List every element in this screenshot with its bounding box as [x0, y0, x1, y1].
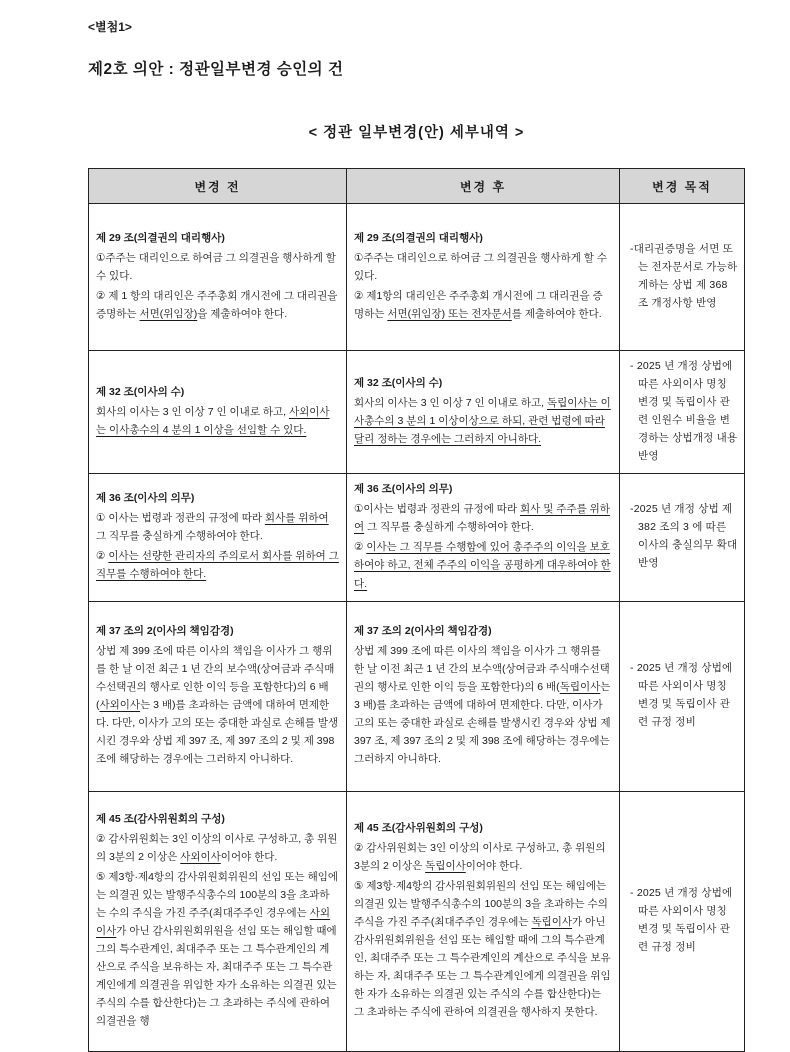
amendment-table-body	[89, 204, 745, 1052]
article-title: 제 29 조(의결권의 대리행사)	[354, 231, 483, 244]
article-paragraph: ② 제1항의 대리인은 주주총회 개시전에 그 대리권을 증명하는 서면(위임장) 또는 전자문서를 제출하여야 한다.	[354, 290, 603, 321]
purpose-cell	[620, 474, 745, 601]
before-cell	[89, 204, 347, 351]
purpose-cell	[620, 351, 745, 474]
article-paragraph: 회사의 이사는 3 인 이상 7 인 이내로 하고, 사외이사는 이사총수의 4 분의 1 이상을 선임할 수 있다.	[96, 406, 330, 437]
header-before: 변경 전	[89, 169, 347, 204]
purpose-cell	[620, 204, 745, 351]
article-paragraph: ② 감사위원회는 3인 이상의 이사로 구성하고, 총 위원의 3분의 2 이상은 사외이사이어야 한다.	[96, 832, 338, 863]
after-cell	[347, 474, 620, 601]
attachment-label: <별첨1>	[88, 20, 132, 34]
article-title: 제 37 조의 2(이사의 책임감경)	[354, 624, 492, 637]
after-cell	[347, 791, 620, 1051]
after-cell	[347, 601, 620, 791]
article-title: 제 37 조의 2(이사의 책임감경)	[96, 624, 234, 637]
table-title: < 정관 일부변경(안) 세부내역 >	[308, 125, 525, 141]
after-cell	[347, 204, 620, 351]
agenda-title: 제2호 의안 : 정관일부변경 승인의 건	[88, 61, 344, 78]
article-paragraph: ② 감사위원회는 3인 이상의 이사로 구성하고, 총 위원의 3분의 2 이상은 독립이사이어야 한다.	[354, 841, 606, 872]
purpose-text: - 2025 년 개정 상법에 따른 사외이사 명칭 변경 및 독립이사 관련 규정 정비	[630, 886, 733, 954]
before-cell	[89, 351, 347, 474]
purpose-text: - 2025 년 개정 상법에 따른 사외이사 명칭 변경 및 독립이사 관련 규정 정비	[630, 661, 733, 729]
article-title: 제 32 조(이사의 수)	[96, 386, 185, 399]
before-cell	[89, 791, 347, 1051]
purpose-text: -2025 년 개정 상법 제 382 조의 3 에 따른 이사의 충실의무 확대 반영	[630, 503, 738, 570]
before-cell	[89, 474, 347, 601]
before-cell	[89, 601, 347, 791]
table-header-row	[89, 169, 745, 204]
article-title: 제 29 조(의결권의 대리행사)	[96, 231, 225, 244]
article-title: 제 45 조(감사위원회의 구성)	[354, 821, 483, 834]
table-row	[89, 791, 745, 1051]
table-row	[89, 474, 745, 601]
purpose-text: -대리권증명을 서면 또는 전자문서로 가능하게하는 상법 제 368 조 개정사항 반영	[630, 242, 738, 310]
article-paragraph: ①주주는 대리인으로 하여금 그 의결권을 행사하게 할 수 있다.	[354, 251, 607, 282]
after-cell	[347, 351, 620, 474]
table-row	[89, 601, 745, 791]
purpose-text: - 2025 년 개정 상법에 따른 사외이사 명칭 변경 및 독립이사 관련 인원수 비율을 변경하는 상법개정 내용 반영	[630, 360, 738, 463]
article-paragraph: ① 이사는 법령과 정관의 규정에 따라 회사를 위하여 그 직무를 충실하게 수행하여야 한다.	[96, 512, 329, 543]
purpose-cell	[620, 601, 745, 791]
article-paragraph: ⑤ 제3항·제4항의 감사위원회위원의 선임 또는 해임에는 의결권 있는 발행주식총수의 100분의 3을 초과하는 수의 주식을 가진 주주(최대주주인 경우에는 독립이사가 아닌 감사위원회위원을 선임 또는 해임할 때에 그의 특수관계인, 최대주주 또는 그 특수관계인의 계산으로 주식을 보유하는 자, 최대주주 또는 그 특수관계인에게 의결권을 위임한 자가 소유하는 의결권 있는 주식의 수를 합산한다)는 그 초과하는 주식에 관하여 의결권을 행사하지 못한다.	[354, 879, 611, 1019]
header-after: 변경 후	[347, 169, 620, 204]
purpose-cell	[620, 791, 745, 1051]
article-paragraph: 상법 제 399 조에 따른 이사의 책임을 이사가 그 행위를 한 날 이전 최근 1 년 간의 보수액(상여금과 주식매수선택권의 행사로 인한 이익 등을 포함한다)의 6 배(사외이사는 3 배)를 초과하는 금액에 대하여 면제한다. 다만, 이사가 고의 또는 중대한 과실로 손해를 발생시킨 경우와 상법 제 397 조, 제 397 조의 2 및 제 398 조에 해당하는 경우에는 그러하지 아니하다.	[96, 644, 339, 766]
article-title: 제 45 조(감사위원회의 구성)	[96, 812, 225, 825]
table-row	[89, 204, 745, 351]
article-paragraph: ①주주는 대리인으로 하여금 그 의결권을 행사하게 할 수 있다.	[96, 251, 336, 282]
article-title: 제 32 조(이사의 수)	[354, 377, 443, 390]
article-paragraph: ② 이사는 선량한 관리자의 주의로서 회사를 위하여 그 직무를 수행하여야 한다.	[96, 550, 339, 581]
article-title: 제 36 조(이사의 의무)	[96, 492, 195, 505]
amendment-table	[88, 168, 745, 1052]
article-paragraph: ⑤ 제3항·제4항의 감사위원회위원의 선임 또는 해임에는 의결권 있는 발행주식총수의 100분의 3을 초과하는 수의 주식을 가진 주주(최대주주인 경우에는 사외이사가 아닌 감사위원회위원을 선임 또는 해임할 때에 그의 특수관계인, 최대주주 또는 그 특수관계인의 계산으로 주식을 보유하는 자, 최대주주 또는 그 특수관계인에게 의결권을 위임한 자가 소유하는 의결권 있는 주식의 수를 합산한다)는 그 초과하는 주식에 관하여 의결권을 행	[96, 870, 339, 1028]
article-paragraph: ② 이사는 그 직무를 수행함에 있어 총주주의 이익을 보호하여야 하고, 전체 주주의 이익을 공평하게 대우하여야 한다.	[354, 541, 611, 590]
article-paragraph: ①이사는 법령과 정관의 규정에 따라 회사 및 주주를 위하여 그 직무를 충실하게 수행하여야 한다.	[354, 503, 610, 534]
table-row	[89, 351, 745, 474]
article-paragraph: 상법 제 399 조에 따른 이사의 책임을 이사가 그 행위를 한 날 이전 최근 1 년 간의 보수액(상여금과 주식매수선택권의 행사로 인한 이익 등을 포함한다)의 6 배(독립이사는 3 배)를 초과하는 금액에 대하여 면제한다. 다만, 이사가 고의 또는 중대한 과실로 손해를 발생시킨 경우와 상법 제 397 조, 제 397 조의 2 및 제 398 조에 해당하는 경우에는 그러하지 아니하다.	[354, 644, 611, 766]
header-purpose: 변경 목적	[620, 169, 745, 204]
article-paragraph: 회사의 이사는 3 인 이상 7 인 이내로 하고, 독립이사는 이사총수의 3 분의 1 이상이상으로 하되, 관련 법령에 따라 달리 정하는 경우에는 그러하지 아니하다.	[354, 397, 611, 446]
article-title: 제 36 조(이사의 의무)	[354, 483, 453, 496]
article-paragraph: ② 제 1 항의 대리인은 주주총회 개시전에 그 대리권을 증명하는 서면(위임장)을 제출하여야 한다.	[96, 290, 338, 321]
